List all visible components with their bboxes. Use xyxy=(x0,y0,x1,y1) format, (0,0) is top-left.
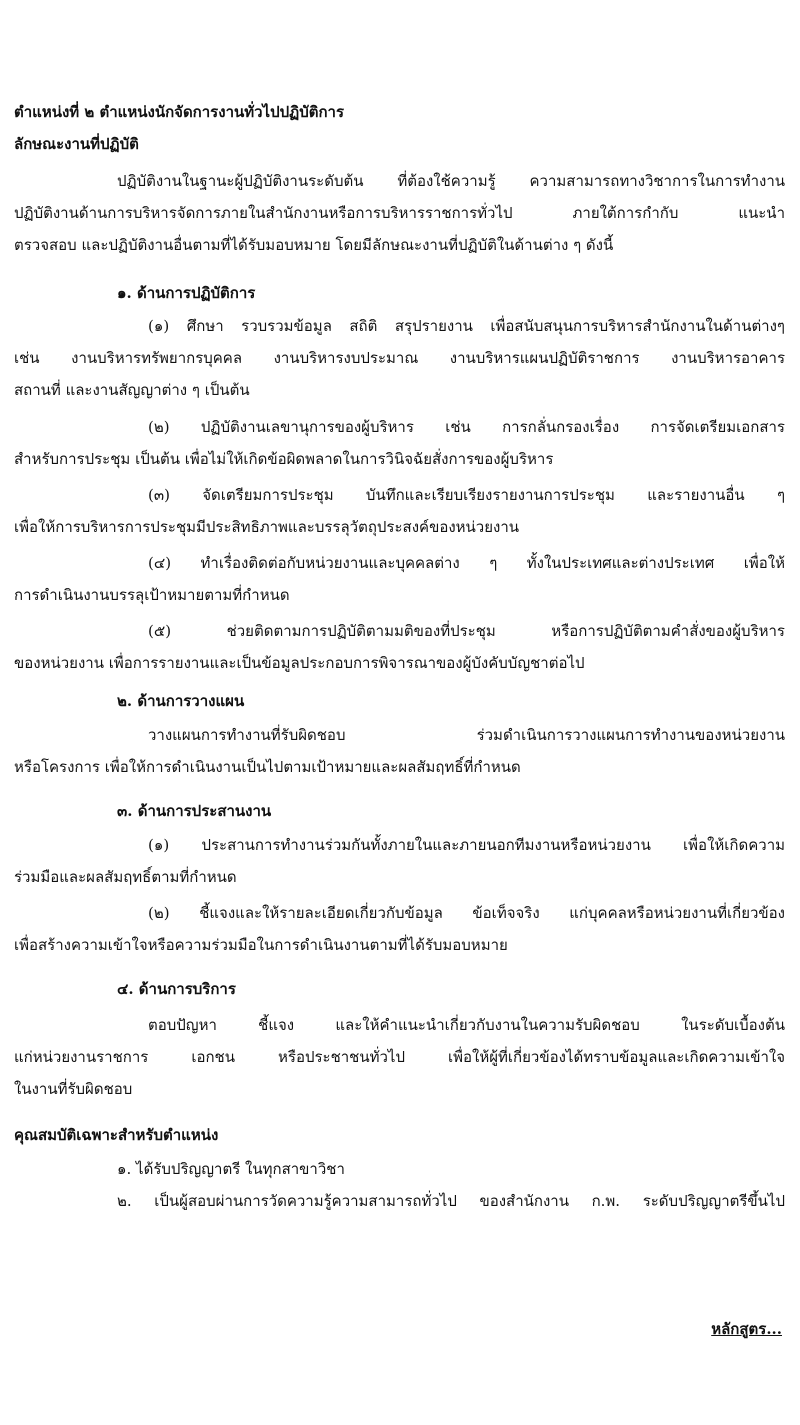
section-item-line: ตอบปัญหา ชี้แจง และให้คำแนะนำเกี่ยวกับงานในความรับผิดชอบ ในระดับเบื้องต้น xyxy=(148,1016,785,1034)
section-item-line: ร่วมมือและผลสัมฤทธิ์ตามที่กำหนด xyxy=(14,868,237,886)
section-title: ๔. ด้านการบริการ xyxy=(117,980,236,998)
section-item-line: หรือโครงการ เพื่อให้การดำเนินงานเป็นไปตามเป้าหมายและผลสัมฤทธิ์ที่กำหนด xyxy=(14,758,521,776)
section-title: ๓. ด้านการประสานงาน xyxy=(117,802,272,820)
intro-line: ปฏิบัติงานด้านการบริหารจัดการภายในสำนักงานหรือการบริหารราชการทั่วไป ภายใต้การกำกับ แนะนำ xyxy=(14,204,785,222)
section-item-line: สำหรับการประชุม เป็นต้น เพื่อไม่ให้เกิดข้อผิดพลาดในการวินิจฉัยสั่งการของผู้บริหาร xyxy=(14,450,554,468)
intro-line: ตรวจสอบ และปฏิบัติงานอื่นตามที่ได้รับมอบหมาย โดยมีลักษณะงานที่ปฏิบัติในด้านต่าง ๆ ดังนี้ xyxy=(14,236,614,254)
qualification-item: ๑. ได้รับปริญญาตรี ในทุกสาขาวิชา xyxy=(117,1160,345,1178)
section-item-line: สถานที่ และงานสัญญาต่าง ๆ เป็นต้น xyxy=(14,381,250,399)
section-item-line: (๑) ศึกษา รวบรวมข้อมูล สถิติ สรุปรายงาน เพื่อสนับสนุนการบริหารสำนักงานในด้านต่างๆ xyxy=(148,317,785,335)
section-item-line: เพื่อให้การบริหารการประชุมมีประสิทธิภาพและบรรลุวัตถุประสงค์ของหน่วยงาน xyxy=(14,518,520,536)
section-item-line: (๔) ทำเรื่องติดต่อกับหน่วยงานและบุคคลต่าง ๆ ทั้งในประเทศและต่างประเทศ เพื่อให้ xyxy=(148,554,785,572)
section-item-line: (๑) ประสานการทำงานร่วมกันทั้งภายในและภายนอกทีมงานหรือหน่วยงาน เพื่อให้เกิดความ xyxy=(148,836,785,854)
section-item-line: แก่หน่วยงานราชการ เอกชน หรือประชาชนทั่วไป เพื่อให้ผู้ที่เกี่ยวข้องได้ทราบข้อมูลและเกิดความเข้าใจ xyxy=(14,1048,785,1066)
section-item-line: ในงานที่รับผิดชอบ xyxy=(14,1080,133,1098)
section-item-line: (๕) ช่วยติดตามการปฏิบัติตามมติของที่ประชุม หรือการปฏิบัติตามคำสั่งของผู้บริหาร xyxy=(148,622,785,640)
qualification-item: ๒. เป็นผู้สอบผ่านการวัดความรู้ความสามารถทั่วไป ของสำนักงาน ก.พ. ระดับปริญญาตรีขึ้นไป xyxy=(117,1192,785,1210)
section-item-line: (๒) ชี้แจงและให้รายละเอียดเกี่ยวกับข้อมูล ข้อเท็จจริง แก่บุคคลหรือหน่วยงานที่เกี่ยวข้อง xyxy=(148,904,785,922)
intro-line: ปฏิบัติงานในฐานะผู้ปฏิบัติงานระดับต้น ที่ต้องใช้ความรู้ ความสามารถทางวิชาการในการทำงาน xyxy=(117,172,785,190)
qualifications-heading: คุณสมบัติเฉพาะสำหรับตำแหน่ง xyxy=(14,1126,219,1144)
section-title: ๒. ด้านการวางแผน xyxy=(117,692,245,710)
nature-heading: ลักษณะงานที่ปฏิบัติ xyxy=(14,135,139,153)
continuation-note: หลักสูตร... xyxy=(711,1320,782,1338)
section-item-line: การดำเนินงานบรรลุเป้าหมายตามที่กำหนด xyxy=(14,586,290,604)
section-title: ๑. ด้านการปฏิบัติการ xyxy=(117,284,256,302)
section-item-line: เช่น งานบริหารทรัพยากรบุคคล งานบริหารงบประมาณ งานบริหารแผนปฏิบัติราชการ งานบริหารอาคาร xyxy=(14,349,785,367)
position-heading: ตำแหน่งที่ ๒ ตำแหน่งนักจัดการงานทั่วไปปฏิบัติการ xyxy=(14,103,345,121)
section-item-line: (๒) ปฏิบัติงานเลขานุการของผู้บริหาร เช่น การกลั่นกรองเรื่อง การจัดเตรียมเอกสาร xyxy=(148,418,785,436)
section-item-line: ของหน่วยงาน เพื่อการรายงานและเป็นข้อมูลประกอบการพิจารณาของผู้บังคับบัญชาต่อไป xyxy=(14,654,585,672)
section-item-line: เพื่อสร้างความเข้าใจหรือความร่วมมือในการดำเนินงานตามที่ได้รับมอบหมาย xyxy=(14,936,508,954)
section-item-line: (๓) จัดเตรียมการประชุม บันทึกและเรียบเรียงรายงานการประชุม และรายงานอื่น ๆ xyxy=(148,486,785,504)
section-item-line: วางแผนการทำงานที่รับผิดชอบ ร่วมดำเนินการวางแผนการทำงานของหน่วยงาน xyxy=(148,726,785,744)
